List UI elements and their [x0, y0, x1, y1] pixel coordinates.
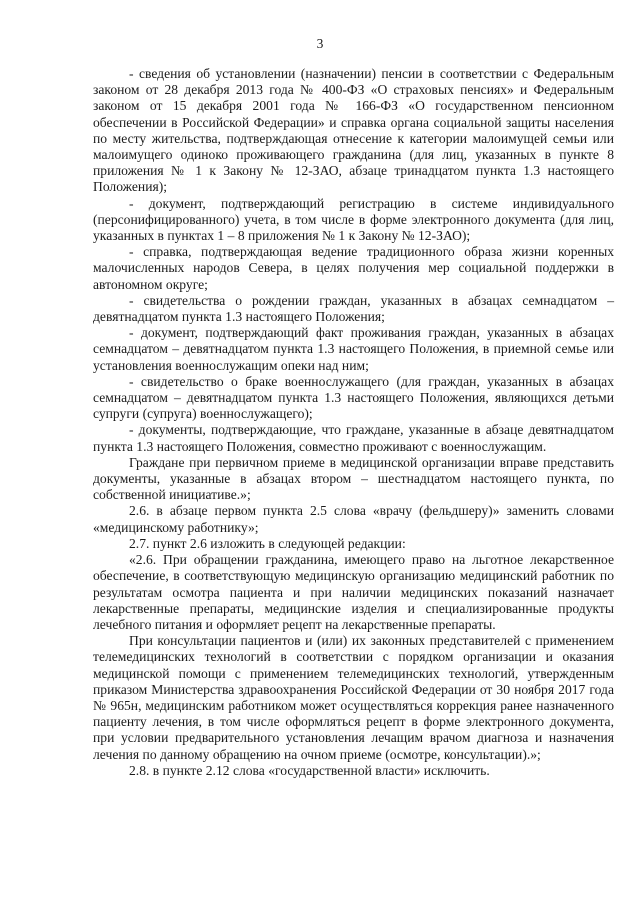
paragraph-pension-info: - сведения об установлении (назначении) пенсии в соответствии с Федеральным законом от 28 декабря 2013 года № 400-ФЗ «О страховых пенсиях» и Федеральным законом от 15 декабря 2001 года № 166-ФЗ «О государственном пенсионном обеспечении в Российской Федерации» и справка органа социальной защиты населения по месту жительства, подтверждающая отнесение к категории малоимущей семьи или малоимущего одиноко проживающего гражданина (для лиц, указанных в пункте 8 приложения № 1 к Закону № 12-ЗАО, абзаце тринадцатом пункта 1.3 настоящего Положения);	[93, 66, 614, 195]
paragraph-amendment-2-8: 2.8. в пункте 2.12 слова «государственной власти» исключить.	[129, 762, 490, 778]
paragraph-registration-document: - документ, подтверждающий регистрацию в системе индивидуального (персонифицированного) учета, в том числе в форме электронного документа (для лиц, указанных в пунктах 1 – 8 приложения № 1 к Закону № 12-ЗАО);	[93, 195, 614, 244]
paragraph-cohabitation-documents: - документы, подтверждающие, что граждане, указанные в абзаце девятнадцатом пункта 1.3 настоящего Положения, совместно проживают с военнослужащим.	[93, 422, 614, 454]
paragraph-amendment-2-7: 2.7. пункт 2.6 изложить в следующей редакции:	[129, 535, 406, 551]
paragraph-new-clause-2-6: «2.6. При обращении гражданина, имеющего право на льготное лекарственное обеспечение, в соответствующую медицинскую организацию медицинский работник по результатам осмотра пациента и при наличии медицинских показаний назначает лекарственные препараты, медицинские изделия и специализированные продукты лечебного питания и оформляет рецепт на лекарственные препараты.	[93, 552, 614, 632]
page-number: 3	[316, 36, 324, 51]
paragraph-marriage-certificate: - свидетельство о браке военнослужащего (для граждан, указанных в абзацах семнадцатом – девятнадцатом пункта 1.3 настоящего Положения, являющихся детьми супруги (супруга) военнослужащего);	[93, 373, 614, 422]
paragraph-birth-certificates: - свидетельства о рождении граждан, указанных в абзацах семнадцатом – девятнадцатом пункта 1.3 настоящего Положения;	[93, 292, 614, 325]
paragraph-amendment-2-6: 2.6. в абзаце первом пункта 2.5 слова «врачу (фельдшеру)» заменить словами «медицинскому работнику»;	[93, 503, 614, 535]
paragraph-residence-proof: - документ, подтверждающий факт проживания граждан, указанных в абзацах семнадцатом – девятнадцатом пункта 1.3 настоящего Положения, в приемной семье или установления военнослужащим опеки над ним;	[93, 325, 614, 373]
paragraph-telemedicine: При консультации пациентов и (или) их законных представителей с применением телемедицинских технологий в соответствии с порядком организации и оказания медицинской помощи с применением телемедицинских технологий, утвержденным приказом Министерства здравоохранения Российской Федерации от 30 ноября 2017 года № 965н, медицинским работником может осуществляться коррекция ранее назначенного пациенту лечения, в том числе оформляться рецепт в форме электронного документа, при условии предварительного установления лечащим врачом диагноза и назначения лечения по данному обращению на очном приеме (осмотре, консультации).»;	[93, 633, 614, 762]
paragraph-initiative: Граждане при первичном приеме в медицинской организации вправе представить документы, указанные в абзацах втором – шестнадцатом настоящего пункта, по собственной инициативе.»;	[93, 454, 614, 503]
paragraph-traditional-lifestyle: - справка, подтверждающая ведение традиционного образа жизни коренных малочисленных народов Севера, в целях получения мер социальной поддержки в автономном округе;	[93, 244, 614, 292]
document-body	[93, 66, 614, 779]
